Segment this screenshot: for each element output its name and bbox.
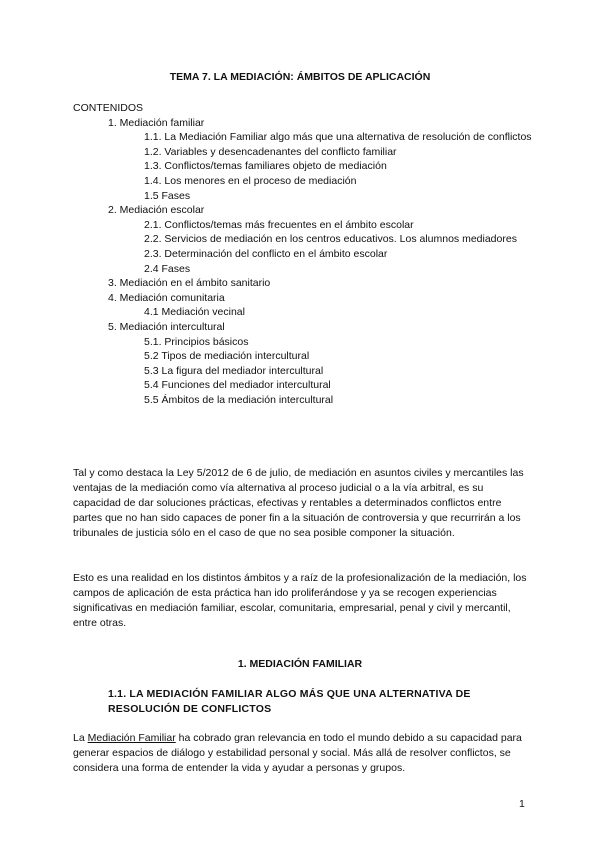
toc-item: 5.2 Tipos de mediación intercultural: [144, 350, 310, 363]
toc-item: 2.3. Determinación del conflicto en el ámbito escolar: [144, 247, 388, 260]
context-paragraph: Esto es una realidad en los distintos ámbitos y a raíz de la profesionalización de la mediación, los campos de aplicación de esta práctica han ido proliferándose y ya se recogen experiencias significativas en mediación familiar, escolar, comunitaria, empresarial, penal y civil y mercantil, entre otras.: [73, 572, 527, 629]
document-title: TEMA 7. LA MEDIACIÓN: ÁMBITOS DE APLICACIÓN: [169, 71, 431, 83]
intro-paragraph: Tal y como destaca la Ley 5/2012 de 6 de julio, de mediación en asuntos civiles y mercantiles las ventajas de la mediación como vía alternativa al proceso judicial o a la vía arbitral, es su capacidad de dar soluciones prácticas, efectivas y rentables a determinados conflictos entre partes que no han sido capaces de poner fin a la situación de controversia y que recurrirán a los tribunales de justicia sólo en el caso de que no sea posible componer la situación.: [73, 467, 524, 539]
toc-item: 1.3. Conflictos/temas familiares objeto de mediación: [144, 160, 387, 173]
section-heading: 1. MEDIACIÓN FAMILIAR: [237, 658, 363, 670]
body-paragraph: [73, 731, 527, 776]
contents-label: CONTENIDOS: [73, 102, 144, 114]
toc-item: 1. Mediación familiar: [108, 116, 205, 129]
toc-item: 5. Mediación intercultural: [108, 320, 225, 333]
subsection-heading: 1.1. LA MEDIACIÓN FAMILIAR ALGO MÁS QUE UNA ALTERNATIVA DE RESOLUCIÓN DE CONFLICTOS: [108, 688, 471, 715]
toc-item: 4.1 Mediación vecinal: [144, 306, 245, 319]
toc-item: 4. Mediación comunitaria: [108, 291, 225, 304]
toc-item: 3. Mediación en el ámbito sanitario: [108, 277, 271, 290]
table-of-contents: [73, 101, 544, 407]
toc-item: 2.2. Servicios de mediación en los centros educativos. Los alumnos mediadores: [144, 233, 517, 246]
toc-item: 5.1. Principios básicos: [144, 335, 249, 348]
page-number: 1: [519, 798, 525, 810]
toc-item: 5.4 Funciones del mediador intercultural: [144, 379, 331, 392]
toc-item: 2.4 Fases: [144, 262, 191, 275]
toc-item: 1.5 Fases: [144, 189, 191, 202]
paragraph-text: ha cobrado gran relevancia en todo el mundo debido a su capacidad para generar espacios de diálogo y estabilidad personal y social. Más allá de resolver conflictos, se considera una forma de entender la vida y ayudar a personas y grupos.: [73, 732, 522, 774]
toc-item: 2. Mediación escolar: [108, 204, 205, 217]
toc-item: 1.4. Los menores en el proceso de mediación: [144, 174, 357, 187]
toc-item: 1.2. Variables y desencadenantes del conflicto familiar: [144, 145, 397, 158]
paragraph-prefix: La: [73, 732, 88, 744]
mediacion-familiar-link[interactable]: Mediación Familiar: [87, 732, 176, 744]
toc-item: 1.1. La Mediación Familiar algo más que una alternativa de resolución de conflictos: [144, 131, 532, 144]
toc-item: 5.5 Ámbitos de la mediación intercultural: [144, 393, 334, 406]
toc-item: 2.1. Conflictos/temas más frecuentes en el ámbito escolar: [144, 218, 414, 231]
toc-item: 5.3 La figura del mediador intercultural: [144, 364, 324, 377]
